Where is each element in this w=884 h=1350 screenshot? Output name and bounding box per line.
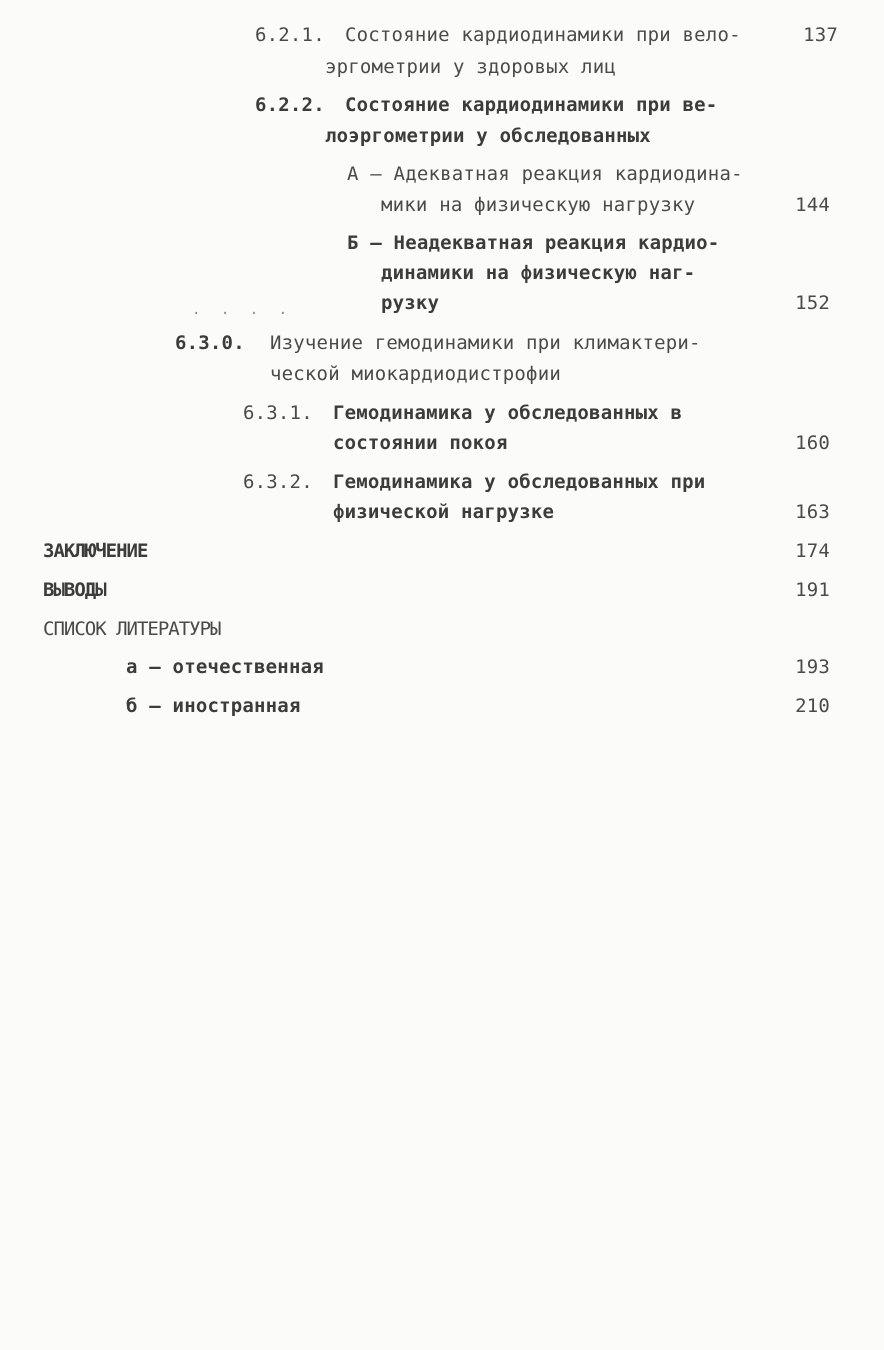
toc-entry-621-number: 6.2.1. xyxy=(255,24,325,46)
toc-entry-findings-page: 191 xyxy=(795,579,830,601)
toc-entry-b-page: 152 xyxy=(795,292,830,314)
toc-entry-632-title-line1: Гемодинамика у обследованных при xyxy=(333,471,706,493)
toc-entry-refs-foreign-label: б – иностранная xyxy=(126,695,301,717)
toc-entry-references-label: СПИСОК ЛИТЕРАТУРЫ xyxy=(43,618,221,640)
toc-entry-622-title-line1: Состояние кардиодинамики при ве- xyxy=(345,94,718,116)
toc-entry-630-title-line1: Изучение гемодинамики при климактери- xyxy=(270,332,701,354)
toc-entry-621-title-line2: эргометрии у здоровых лиц xyxy=(325,56,616,78)
toc-entry-632-number: 6.3.2. xyxy=(243,471,313,493)
toc-entry-a-page: 144 xyxy=(795,194,830,216)
toc-entry-refs-domestic-page: 193 xyxy=(795,656,830,678)
toc-entry-b-title-line1: Б – Неадекватная реакция кардио- xyxy=(347,232,720,254)
stray-dots-mark: . . . . xyxy=(192,302,294,318)
toc-entry-621-title-line1: Состояние кардиодинамики при вело- xyxy=(345,24,741,46)
toc-entry-b-title-line2: динамики на физическую наг- xyxy=(381,262,696,284)
toc-entry-622-title-line2: лоэргометрии у обследованных xyxy=(325,125,651,147)
toc-entry-a-title-line2: мики на физическую нагрузку xyxy=(381,194,696,216)
toc-entry-631-title-line2: состоянии покоя xyxy=(333,432,508,454)
toc-entry-631-number: 6.3.1. xyxy=(243,402,313,424)
toc-entry-631-page: 160 xyxy=(795,432,830,454)
toc-entry-refs-domestic-label: а – отечественная xyxy=(126,656,324,678)
toc-entry-632-title-line2: физической нагрузке xyxy=(333,501,555,523)
toc-entry-b-title-line3: рузку xyxy=(381,292,440,314)
toc-entry-refs-foreign-page: 210 xyxy=(795,695,830,717)
toc-entry-622-number: 6.2.2. xyxy=(255,94,325,116)
toc-entry-621-page: 137 xyxy=(803,24,838,46)
toc-entry-632-page: 163 xyxy=(795,501,830,523)
toc-entry-findings-label: ВЫВОДЫ xyxy=(43,579,106,601)
toc-entry-630-number: 6.3.0. xyxy=(175,332,245,354)
toc-entry-conclusion-page: 174 xyxy=(795,540,830,562)
toc-entry-a-title-line1: А – Адекватная реакция кардиодина- xyxy=(347,163,743,185)
toc-entry-630-title-line2: ческой миокардиодистрофии xyxy=(270,363,561,385)
toc-entry-conclusion-label: ЗАКЛЮЧЕНИЕ xyxy=(43,540,148,562)
toc-entry-631-title-line1: Гемодинамика у обследованных в xyxy=(333,402,683,424)
